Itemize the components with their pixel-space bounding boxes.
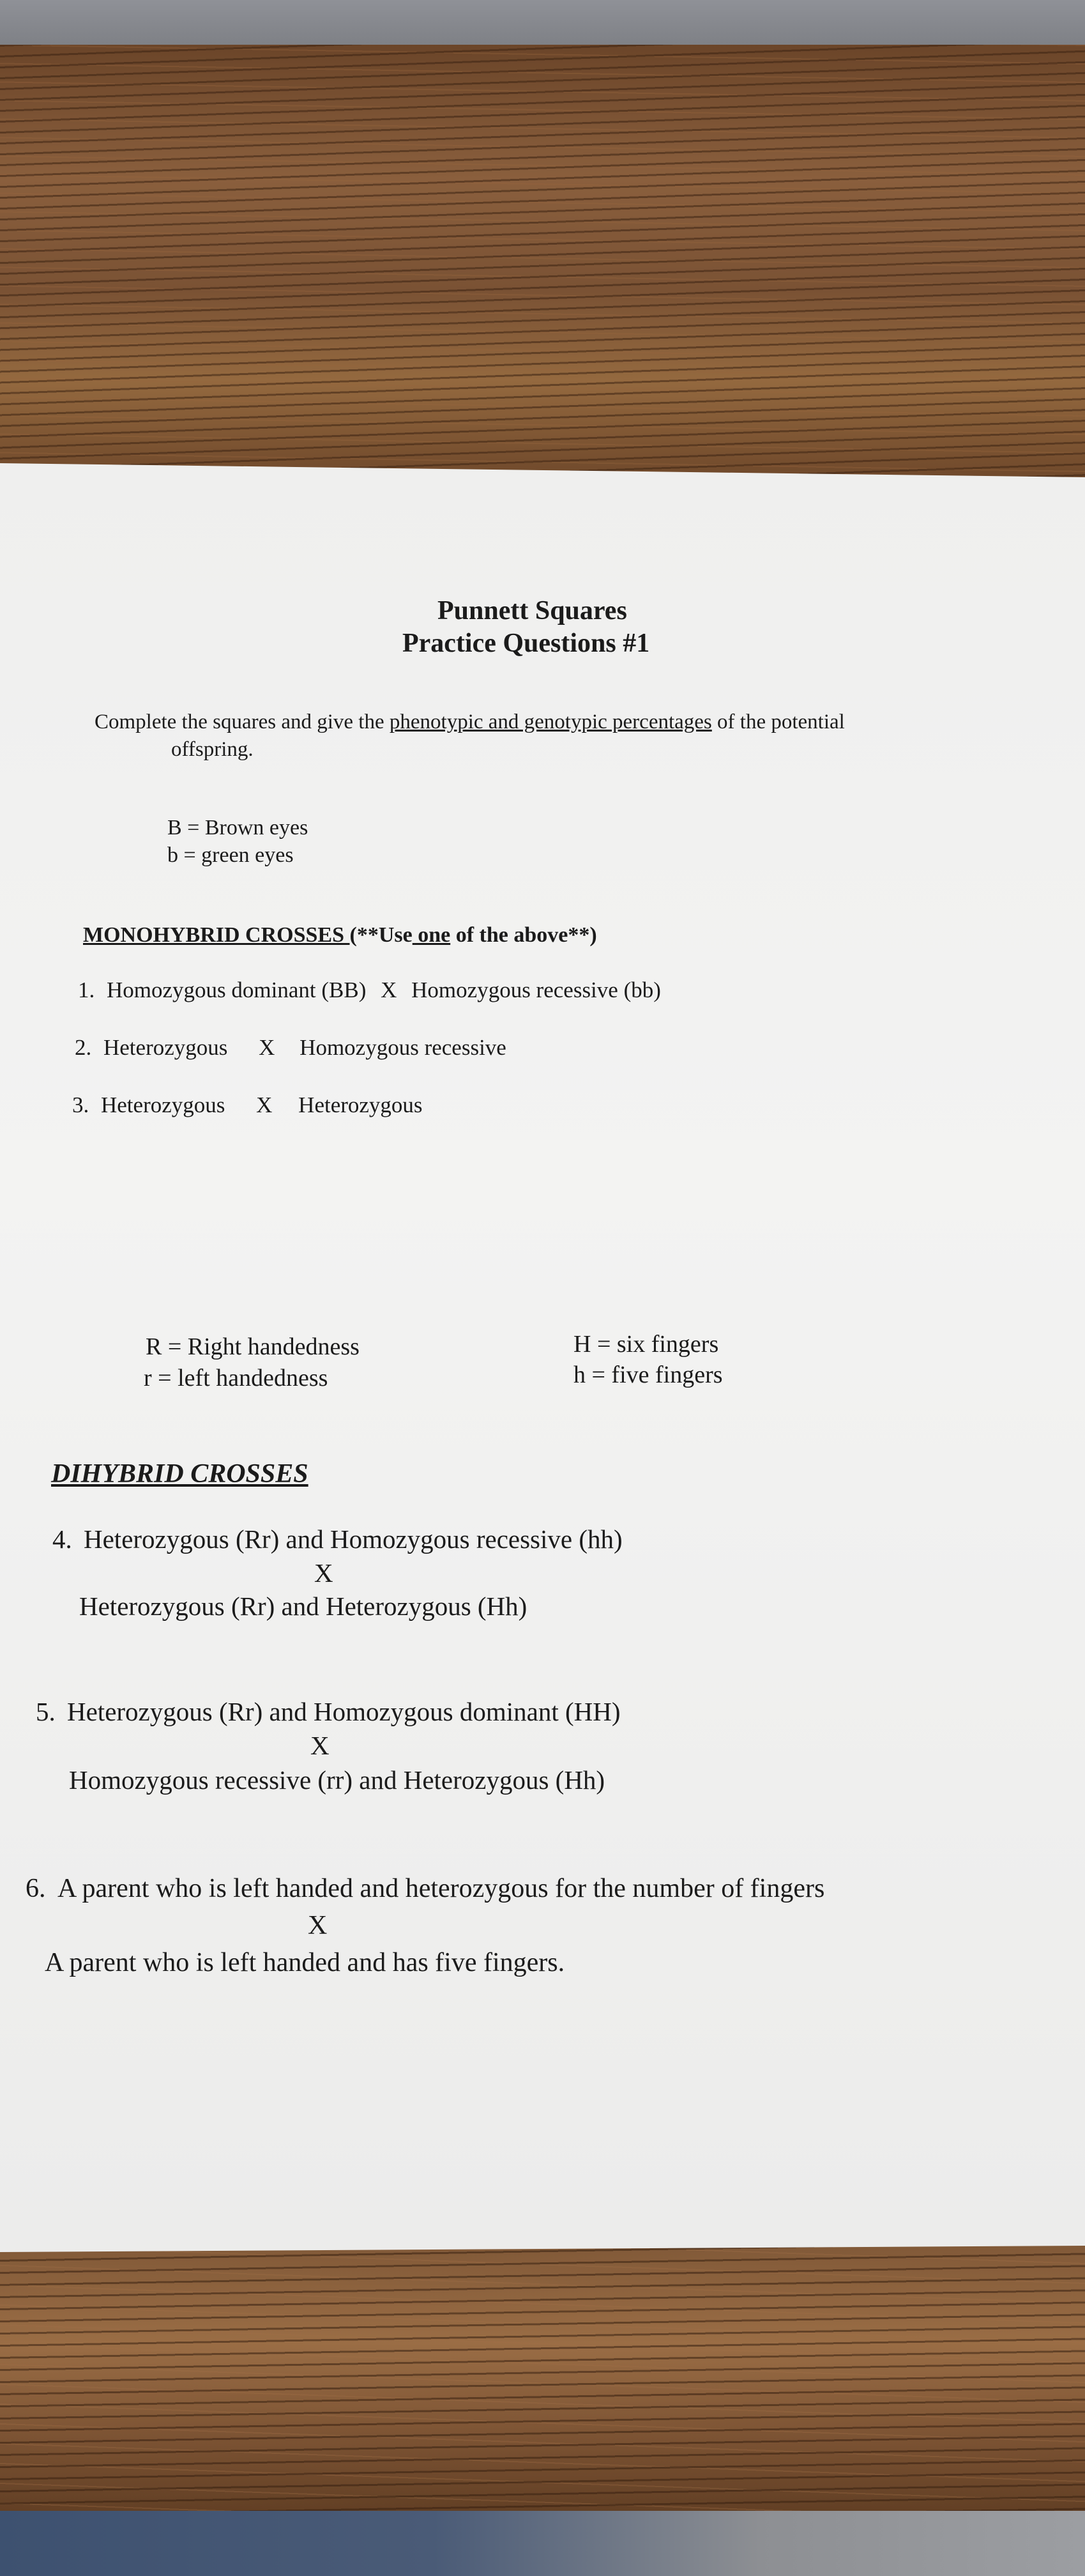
question-6-parent-1 xyxy=(26,1873,824,1904)
eye-key-dominant: B = Brown eyes xyxy=(167,816,308,839)
monohybrid-heading-note: (**Use xyxy=(349,923,413,947)
eye-key-recessive: b = green eyes xyxy=(167,843,294,867)
dihybrid-heading: DIHYBRID CROSSES xyxy=(51,1459,308,1489)
cross-parent-1: Heterozygous xyxy=(103,1035,228,1060)
question-6-parent-2: A parent who is left handed and has five fingers. xyxy=(45,1948,565,1977)
cross-parent-2: Heterozygous xyxy=(298,1092,423,1117)
question-number: 1. xyxy=(78,977,95,1002)
question-number: 5. xyxy=(36,1697,56,1726)
monohybrid-heading-note-end: of the above**) xyxy=(450,923,597,947)
wooden-table-top xyxy=(0,45,1085,492)
handedness-key-recessive: r = left handedness xyxy=(144,1365,328,1392)
cross-parent-1: A parent who is left handed and heterozygous for the number of fingers xyxy=(57,1874,825,1903)
cross-parent-2: Homozygous recessive (bb) xyxy=(411,977,661,1002)
question-4-parent-1 xyxy=(52,1524,623,1554)
cross-parent-1: Heterozygous xyxy=(101,1092,225,1117)
worksheet-subtitle: Practice Questions #1 xyxy=(402,629,650,658)
question-number: 4. xyxy=(52,1524,72,1554)
cross-parent-1: Homozygous dominant (BB) xyxy=(107,977,367,1002)
cross-parent-1: Heterozygous (Rr) and Homozygous dominant (HH) xyxy=(67,1697,621,1726)
wooden-table-bottom xyxy=(0,2223,1085,2524)
monohybrid-heading xyxy=(83,923,597,947)
fingers-key-recessive: h = five fingers xyxy=(573,1361,723,1388)
question-5-parent-1 xyxy=(36,1696,621,1727)
question-3 xyxy=(72,1092,423,1118)
question-2 xyxy=(75,1035,506,1061)
question-6-cross-x: X xyxy=(308,1911,328,1940)
fingers-key-dominant: H = six fingers xyxy=(573,1331,719,1358)
question-number: 3. xyxy=(72,1092,89,1117)
cross-x: X xyxy=(259,1035,275,1060)
cross-x: X xyxy=(381,977,397,1002)
question-number: 6. xyxy=(26,1874,46,1903)
question-5-parent-2: Homozygous recessive (rr) and Heterozygous (Hh) xyxy=(69,1765,605,1795)
instructions-underlined: phenotypic and genotypic percentages xyxy=(389,710,712,733)
monohybrid-heading-one: one xyxy=(412,923,451,947)
instructions-line-1 xyxy=(95,710,845,734)
carpet-background-bottom xyxy=(0,2511,1085,2576)
instructions-text: Complete the squares and give the xyxy=(95,710,390,733)
cross-parent-1: Heterozygous (Rr) and Homozygous recessive (hh) xyxy=(84,1524,623,1554)
question-1 xyxy=(78,977,661,1003)
question-number: 2. xyxy=(75,1035,92,1060)
cross-parent-2: Homozygous recessive xyxy=(300,1035,506,1060)
monohybrid-heading-title: MONOHYBRID CROSSES xyxy=(83,923,350,947)
worksheet-title: Punnett Squares xyxy=(437,596,627,625)
question-4-parent-2: Heterozygous (Rr) and Heterozygous (Hh) xyxy=(79,1591,527,1621)
cross-x: X xyxy=(256,1092,273,1117)
handedness-key-dominant: R = Right handedness xyxy=(146,1333,360,1360)
question-5-cross-x: X xyxy=(310,1731,330,1760)
instructions-line-2: offspring. xyxy=(171,738,254,761)
instructions-text-end: of the potential xyxy=(711,710,845,733)
question-4-cross-x: X xyxy=(314,1558,333,1588)
